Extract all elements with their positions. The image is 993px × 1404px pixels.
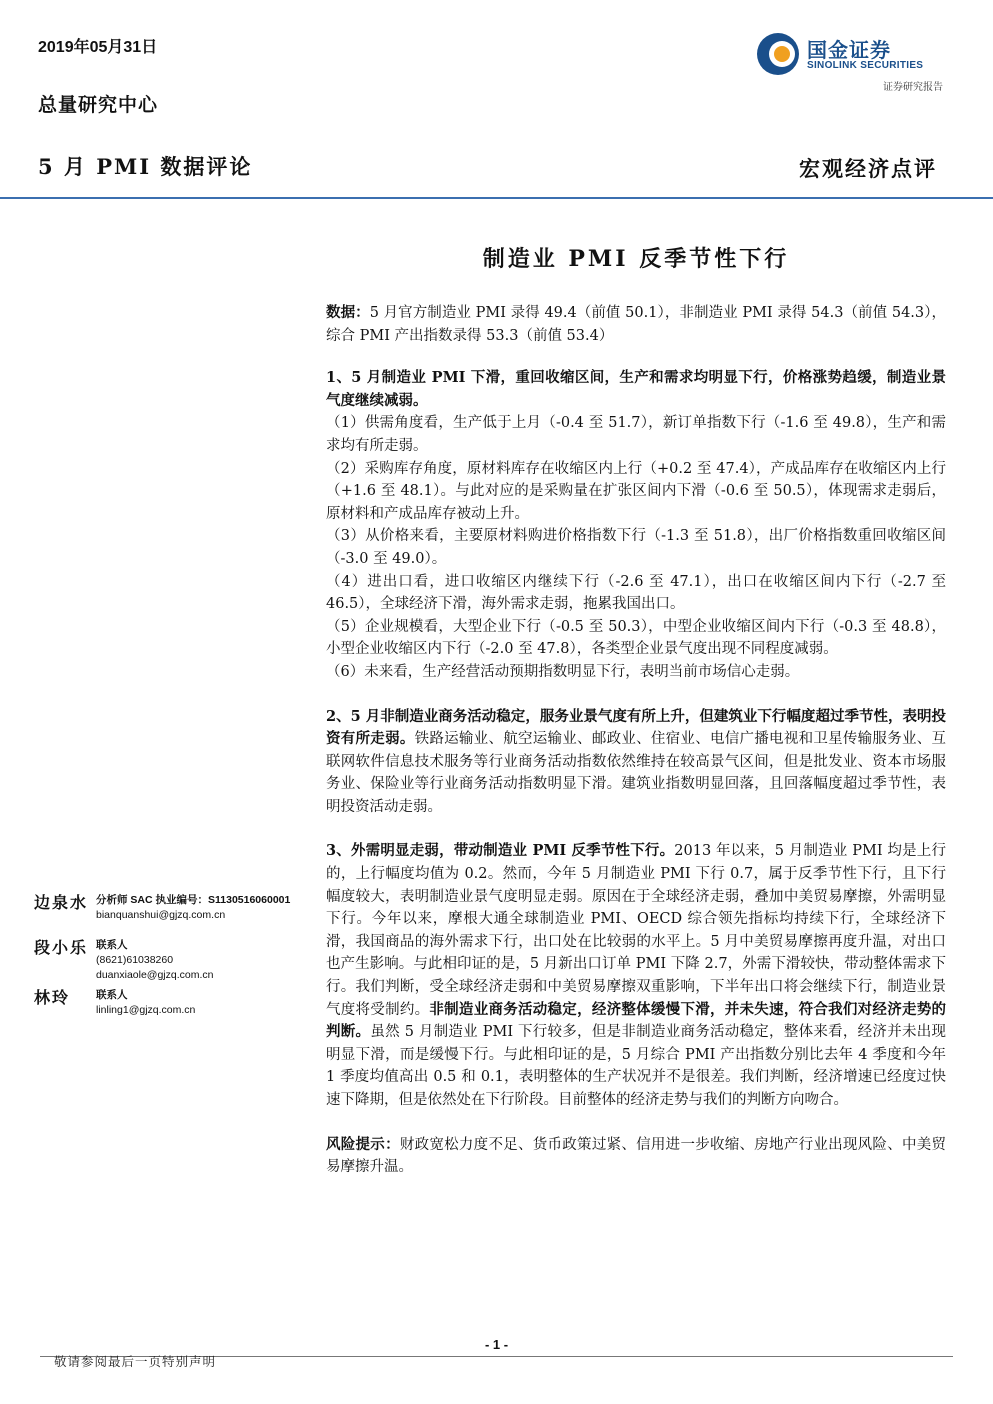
section-3-title: 3、外需明显走弱，带动制造业 PMI 反季节性下行。 <box>326 842 675 860</box>
author-info <box>96 893 290 923</box>
authors-panel <box>34 890 324 1033</box>
author-role: 联系人 <box>96 939 128 951</box>
report-title: 5 月 PMI 数据评论 <box>38 154 253 179</box>
headline: 制造业 PMI 反季节性下行 <box>482 246 790 272</box>
data-text: 5 月官方制造业 PMI 录得 49.4（前值 50.1），非制造业 PMI 录得 54.3（前值 54.3），综合 PMI 产出指数录得 53.3（前值 53.4） <box>326 305 947 344</box>
author-entry <box>34 935 324 985</box>
section-3-text-2: 虽然 5 月制造业 PMI 下行较多，但是非制造业商务活动稳定，整体来看，经济并未出现明显下滑，而是缓慢下行。与此相印证的是，5 月综合 PMI 产出指数分别比去年 4 季度和今年 1 季度均值高出 0.5 和 0.1，表明整体的生产状况并不是很差。我们判断，经济增速已经度过快速下降期，但是依然处在下行阶段。目前整体的经济走势与我们的判断方向吻合。 <box>326 1024 946 1108</box>
data-paragraph <box>326 302 946 347</box>
logo-english-name: SINOLINK SECURITIES <box>807 60 924 71</box>
section-1-item: （6）未来看，生产经营活动预期指数明显下行，表明当前市场信心走弱。 <box>326 663 800 680</box>
risk-label: 风险提示： <box>326 1135 400 1153</box>
company-logo <box>755 30 945 78</box>
logo-subtitle: 证券研究报告 <box>883 82 943 93</box>
author-email[interactable]: duanxiaole@gjzq.com.cn <box>96 969 214 981</box>
author-info <box>96 938 213 983</box>
section-2-title: 2、5 月非制造业商务活动稳定，服务业景气度有所上升，但建筑业下行幅度超过季节性，表明投资有所走弱。 <box>326 707 946 748</box>
author-email[interactable]: linling1@gjzq.com.cn <box>96 1004 196 1016</box>
logo-mark-icon <box>755 31 801 77</box>
author-entry <box>34 985 324 1033</box>
data-label: 数据： <box>326 304 370 321</box>
page-number: - 1 - <box>484 1337 509 1352</box>
section-1-title: 1、5 月制造业 PMI 下滑，重回收缩区间，生产和需求均明显下行，价格涨势趋缓，制造业景气度继续减弱。 <box>326 369 946 409</box>
author-entry <box>34 890 324 935</box>
risk-paragraph <box>326 1134 946 1179</box>
section-1-item: （2）采购库存角度，原材料库存在收缩区内上行（+0.2 至 47.4），产成品库存在收缩区内上行（+1.6 至 48.1）。与此对应的是采购量在扩张区间内下滑（-0.6 至 50.5），体现需求走弱后，原材料和产成品库存被动上升。 <box>326 460 946 522</box>
section-1-item: （4）进出口看，进口收缩区内继续下行（-2.6 至 47.1），出口在收缩区间内下行（-2.7 至 46.5），全球经济下滑，海外需求走弱，拖累我国出口。 <box>326 573 946 613</box>
section-3-text-1: 2013 年以来，5 月制造业 PMI 均是上行的，上行幅度均值为 0.2。然而，今年 5 月制造业 PMI 下行 0.7，属于反季节性下行，且下行幅度较大，表明制造业景气度明显走弱。原因在于全球经济走弱，叠加中美贸易摩擦，外需明显下行。今年以来，摩根大通全球制造业 PMI、OECD 综合领先指标均持续下行，全球经济下滑，我国商品的海外需求下行，出口处在比较弱的水平上。5 月中美贸易摩擦再度升温，对出口也产生影响。与此相印证的是，5 月新出口订单 PMI 下降 2.7，外需下滑较快，带动整体需求下行。我们判断，受全球经济走弱和中美贸易摩擦双重影响，下半年出口将会继续下行，制造业景气度将受制约。 <box>326 843 946 1018</box>
header-divider <box>0 197 993 199</box>
section-1-item: （5）企业规模看，大型企业下行（-0.5 至 50.3），中型企业收缩区间内下行（-0.3 至 48.8），小型企业收缩区内下行（-2.0 至 47.8），各类型企业景气度出现不同程度减弱。 <box>326 618 946 658</box>
section-2-paragraph <box>326 706 946 819</box>
research-center-name: 总量研究中心 <box>38 94 159 116</box>
footer-disclaimer: 敬请参阅最后一页特别声明 <box>54 1354 217 1369</box>
author-role: 分析师 SAC 执业编号：S1130516060001 <box>96 894 291 906</box>
risk-text: 财政宽松力度不足、货币政策过紧、信用进一步收缩、房地产行业出现风险、中美贸易摩擦升温。 <box>326 1136 946 1176</box>
section-1-item: （1）供需角度看，生产低于上月（-0.4 至 51.7），新订单指数下行（-1.6 至 49.8），生产和需求均有所走弱。 <box>326 415 946 454</box>
author-role: 联系人 <box>96 989 128 1001</box>
author-phone: (8621)61038260 <box>96 954 174 966</box>
report-type: 宏观经济点评 <box>799 156 937 181</box>
report-date: 2019年05月31日 <box>38 39 158 56</box>
author-name: 林玲 <box>34 988 71 1007</box>
section-3-paragraph <box>326 840 946 1111</box>
section-2-text: 铁路运输业、航空运输业、邮政业、住宿业、电信广播电视和卫星传输服务业、互联网软件信息技术服务等行业商务活动指数依然维持在较高景气区间，但是批发业、资本市场服务业、保险业等行业商务活动指数明显下滑。建筑业指数明显回落，且回落幅度超过季节性，表明投资活动走弱。 <box>326 731 946 815</box>
author-info <box>96 988 195 1018</box>
section-1-item: （3）从价格来看，主要原材料购进价格指数下行（-1.3 至 51.8），出厂价格指数重回收缩区间（-3.0 至 49.0）。 <box>326 528 946 567</box>
author-name: 段小乐 <box>34 938 89 957</box>
section-3-bold-judgment: 非制造业商务活动稳定，经济整体缓慢下滑，并未失速，符合我们对经济走势的判断。 <box>326 1000 947 1041</box>
author-email[interactable]: bianquanshui@gjzq.com.cn <box>96 909 226 921</box>
logo-chinese-name: 国金证券 <box>807 38 891 62</box>
main-body <box>326 302 946 1179</box>
author-name: 边泉水 <box>34 893 89 912</box>
